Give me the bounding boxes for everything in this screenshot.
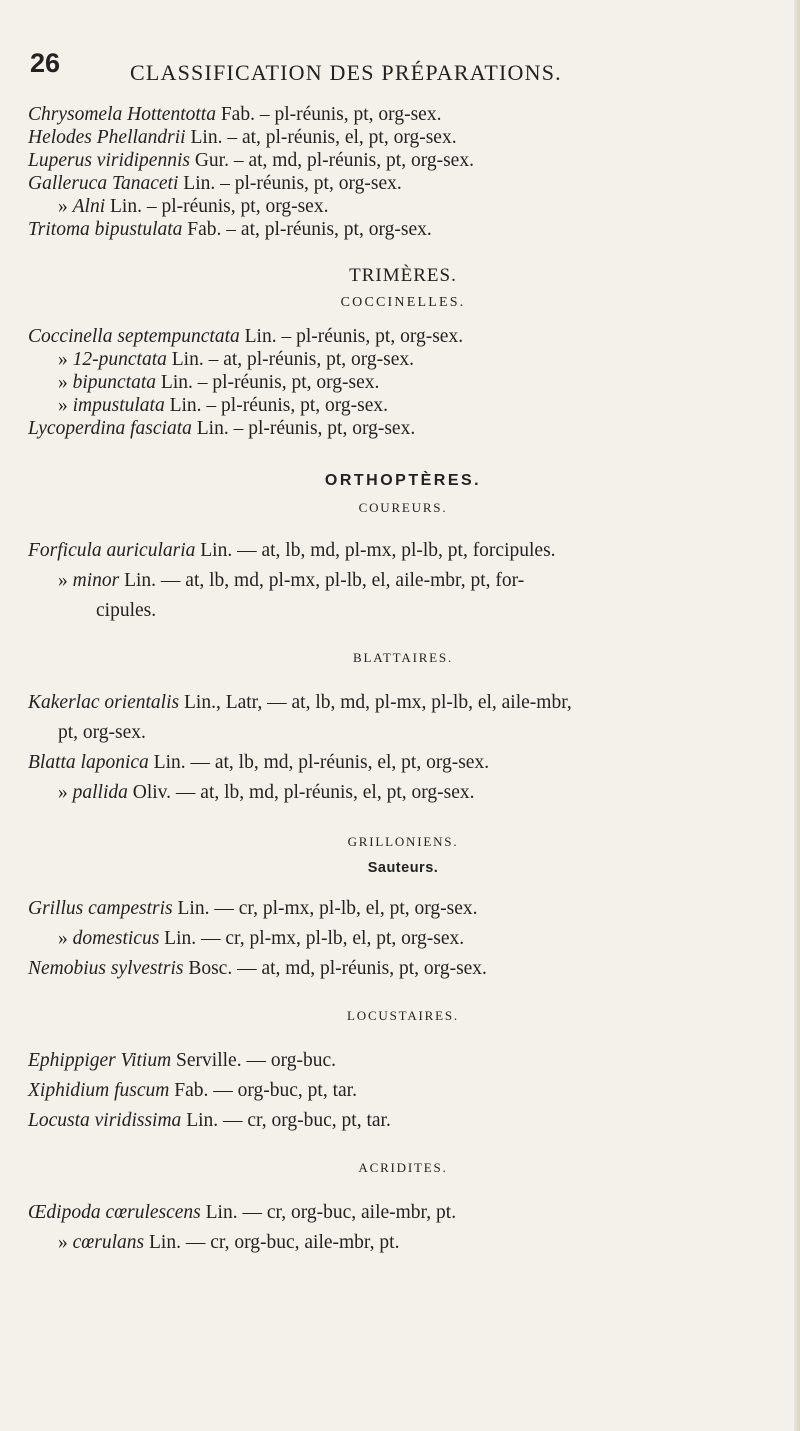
species-name: Galleruca Tanaceti xyxy=(28,173,179,194)
section-heading-trimeres: TRIMÈRES. xyxy=(349,265,457,286)
entry-continuation: cipules. xyxy=(96,600,157,621)
species-name: Grillus campestris xyxy=(28,898,173,919)
subsection-heading-grilloniens: GRILLONIENS. xyxy=(347,834,459,849)
species-name: Forficula auricularia xyxy=(28,540,196,561)
species-entry: » domesticus Lin. — cr, pl-mx, pl-lb, el, pt, org-sex. xyxy=(58,928,465,949)
species-name: Nemobius sylvestris xyxy=(28,958,184,979)
species-entry: Chrysomela Hottentotta Fab. – pl-réunis, pt, org-sex. xyxy=(28,104,442,125)
page-header xyxy=(30,48,790,94)
subsection-heading-locustaires: LOCUSTAIRES. xyxy=(347,1008,459,1023)
section-heading-orthopteres: ORTHOPTÈRES. xyxy=(324,472,482,489)
species-entry: Helodes Phellandrii Lin. – at, pl-réunis, el, pt, org-sex. xyxy=(28,127,457,148)
species-name: domesticus xyxy=(72,928,160,949)
species-name: Locusta viridissima xyxy=(28,1110,182,1131)
coccinelles-list xyxy=(28,325,778,440)
blattaires-list xyxy=(28,688,778,808)
species-name: impustulata xyxy=(72,395,165,416)
species-name: Ephippiger Vitium xyxy=(28,1050,172,1071)
entry-continuation: pt, org-sex. xyxy=(58,722,146,743)
species-entry: Coccinella septempunctata Lin. – pl-réunis, pt, org-sex. xyxy=(28,326,464,347)
species-entry: Galleruca Tanaceti Lin. – pl-réunis, pt, org-sex. xyxy=(28,173,402,194)
species-entry: Ephippiger Vitium Serville. — org-buc. xyxy=(28,1050,336,1071)
grilloniens-list xyxy=(28,894,778,984)
species-entry: Œdipoda cœrulescens Lin. — cr, org-buc, aile-mbr, pt. xyxy=(28,1202,457,1223)
species-entry: » cœrulans Lin. — cr, org-buc, aile-mbr, pt. xyxy=(58,1232,400,1253)
species-name: Luperus viridipennis xyxy=(28,150,190,171)
species-name: bipunctata xyxy=(72,372,157,393)
subsection-heading-coccinelles: COCCINELLES. xyxy=(340,295,466,310)
species-entry: » minor Lin. — at, lb, md, pl-mx, pl-lb, el, aile-mbr, pt, for- xyxy=(58,570,525,591)
species-name: Blatta laponica xyxy=(28,752,149,773)
species-name: Kakerlac orientalis xyxy=(28,692,180,713)
subsection-heading-blattaires: BLATTAIRES. xyxy=(352,650,453,665)
running-title: CLASSIFICATION DES PRÉPARATIONS. xyxy=(130,60,562,85)
coureurs-list xyxy=(28,536,778,626)
acridites-list xyxy=(28,1198,778,1258)
species-name: pallida xyxy=(72,782,128,803)
species-entry: » Alni Lin. – pl-réunis, pt, org-sex. xyxy=(58,196,329,217)
page-edge xyxy=(794,0,800,1431)
species-name: Xiphidium fuscum xyxy=(28,1080,170,1101)
species-name: Chrysomela Hottentotta xyxy=(28,104,216,125)
species-name: Tritoma bipustulata xyxy=(28,219,183,240)
species-name: cœrulans xyxy=(72,1232,145,1253)
species-entry: » pallida Oliv. — at, lb, md, pl-réunis, el, pt, org-sex. xyxy=(58,782,475,803)
species-entry: » impustulata Lin. – pl-réunis, pt, org-sex. xyxy=(58,395,389,416)
subsection-heading-coureurs: COUREURS. xyxy=(358,500,448,515)
species-name: Œdipoda cœrulescens xyxy=(28,1202,201,1223)
species-entry: Blatta laponica Lin. — at, lb, md, pl-réunis, el, pt, org-sex. xyxy=(28,752,490,773)
species-entry: Grillus campestris Lin. — cr, pl-mx, pl-lb, el, pt, org-sex. xyxy=(28,898,478,919)
locustaires-list xyxy=(28,1046,778,1136)
species-entry: Lycoperdina fasciata Lin. – pl-réunis, pt, org-sex. xyxy=(28,418,416,439)
species-entry: » 12-punctata Lin. – at, pl-réunis, pt, org-sex. xyxy=(58,349,414,370)
species-entry: Kakerlac orientalis Lin., Latr, — at, lb, md, pl-mx, pl-lb, el, aile-mbr, xyxy=(28,692,572,713)
species-name: minor xyxy=(72,570,120,591)
species-name: Helodes Phellandrii xyxy=(28,127,186,148)
species-entry: Tritoma bipustulata Fab. – at, pl-réunis, pt, org-sex. xyxy=(28,219,432,240)
species-entry: Locusta viridissima Lin. — cr, org-buc, pt, tar. xyxy=(28,1110,391,1131)
page-number: 26 xyxy=(30,48,61,78)
species-name: Lycoperdina fasciata xyxy=(28,418,192,439)
page-content xyxy=(28,103,778,1258)
species-entry: Luperus viridipennis Gur. – at, md, pl-réunis, pt, org-sex. xyxy=(28,150,474,171)
species-name: Coccinella septempunctata xyxy=(28,326,240,347)
subsection-heading-sauteurs: Sauteurs. xyxy=(367,860,439,876)
species-name: 12-punctata xyxy=(72,349,167,370)
species-entry: Nemobius sylvestris Bosc. — at, md, pl-réunis, pt, org-sex. xyxy=(28,958,487,979)
species-entry: » bipunctata Lin. – pl-réunis, pt, org-sex. xyxy=(58,372,380,393)
subsection-heading-acridites: ACRIDITES. xyxy=(358,1160,448,1175)
species-name: Alni xyxy=(72,196,106,217)
species-entry: Forficula auricularia Lin. — at, lb, md, pl-mx, pl-lb, pt, forcipules. xyxy=(28,540,556,561)
chrysomelid-list xyxy=(28,103,778,241)
species-entry: Xiphidium fuscum Fab. — org-buc, pt, tar. xyxy=(28,1080,357,1101)
